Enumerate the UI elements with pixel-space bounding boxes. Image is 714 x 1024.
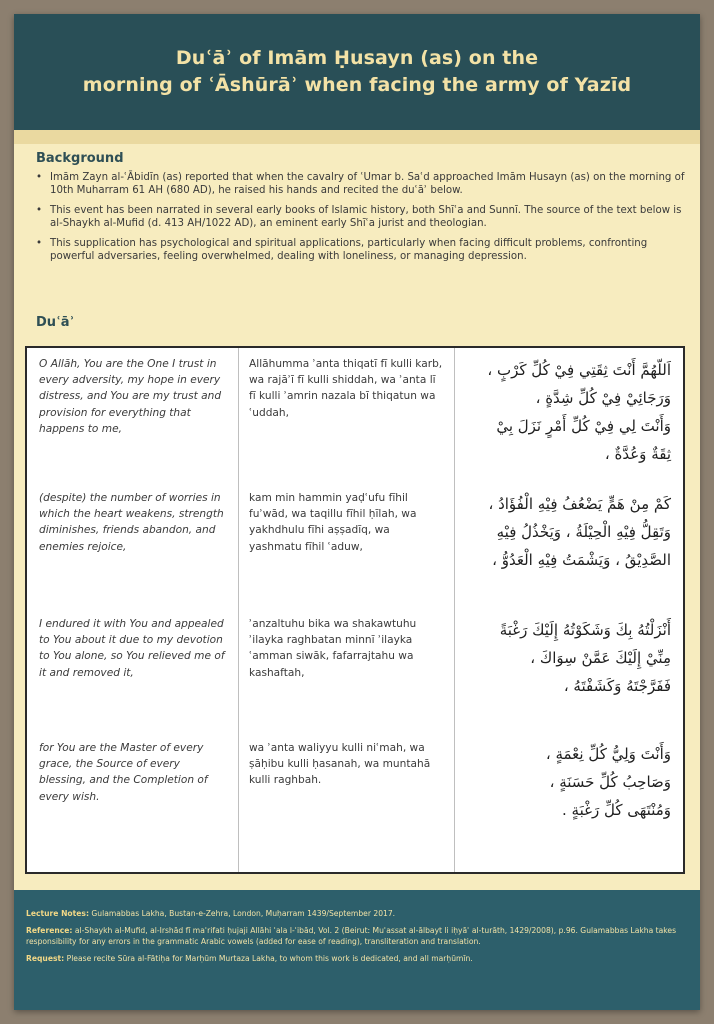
english-translation: O Allāh, You are the One I trust in every adversity, my hope in every distress, and You are my trust and provision for everything that happens to me, [27,348,239,482]
arabic-line: وَصَاحِبُ كُلِّ حَسَنَةٍ ، [549,773,671,791]
arabic-line: فَفَرَّجْتَهُ وَكَشَفْتَهُ ، [563,677,671,695]
header-divider [14,130,700,144]
request [26,953,684,964]
arabic-text [455,732,683,872]
transliteration: ʾanzaltuhu bika wa shakawtuhu ʾilayka raghbatan minnī ʾilayka ʿamman siwāk, fafarrajtahu wa kashaftah, [239,608,455,732]
arabic-line: وَتَقِلُّ فِيْهِ الْحِيْلَةُ ، وَيَخْذُلُ فِيْهِ [496,523,671,541]
title-banner [14,14,700,130]
arabic-line: ثِقَةٌ وَعُدَّةٌ ، [604,445,671,463]
arabic-text [455,348,683,482]
transliteration: Allāhumma ʾanta thiqatī fī kulli karb, wa rajāʾī fī kulli shiddah, wa ʾanta lī fī kulli ʾamrin nazala bī thiqatun wa ʿuddah, [239,348,455,482]
arabic-line: مِنِّيْ إِلَيْكَ عَمَّنْ سِوَاكَ ، [530,649,671,667]
request-text: Please recite Sūra al-Fātiḥa for Marḥūm Murtaza Lakha, to whom this work is dedicated, and all marḥūmīn. [66,954,473,963]
english-translation: I endured it with You and appealed to You about it due to my devotion to You alone, so You relieved me of it and removed it, [27,608,239,732]
background-list [34,171,686,269]
arabic-text [455,608,683,732]
footer-notes [14,890,700,1010]
english-translation: for You are the Master of every grace, the Source of every blessing, and the Completion of every wish. [27,732,239,872]
english-translation: (despite) the number of worries in which the heart weakens, strength diminishes, friends abandon, and enemies rejoice, [27,482,239,608]
background-bullet: • Imām Zayn al-ʿĀbidīn (as) reported that when the cavalry of ʿUmar b. Saʿd approached Imām Husayn (as) on the morning of 10th Muharram 61 AH (680 AD), he raised his hands and recited the duʿāʾ below. [34,171,686,198]
reference-text: al-Shaykh al-Mufid, al-Irshād fī maʿrifati ḥujaji Allāhi ʿala l-ʿibād, Vol. 2 (Beirut: Muʾassat al-ālbayt li iḥyāʾ al-turāth, 1429/2008), p.96. Gulamabbas Lakha takes responsibility for any errors in the grammatic Arabic vowels (added for ease of reading), transliteration and translation. [26,926,677,946]
dua-table [25,346,685,874]
arabic-line: وَأَنْتَ لِي فِيْ كُلِّ أَمْرٍ نَزَلَ بِيْ [496,417,671,435]
arabic-line: وَأَنْتَ وَلِيُّ كُلِّ نِعْمَةٍ ، [545,745,671,763]
transliteration: kam min hammin yaḍʿufu fīhil fuʾwād, wa taqillu fīhil ḥīlah, wa yakhdhulu fīhi aṣṣadīq, wa yashmatu fīhil ʿaduw, [239,482,455,608]
background-bullet: • This event has been narrated in several early books of Islamic history, both Shīʿa and Sunnī. The source of the text below is al-Shaykh al-Mufid (d. 413 AH/1022 AD), an eminent early Shīʿa jurist and theologian. [34,204,686,231]
background-heading: Background [36,151,124,166]
arabic-line: أَنْزَلْتُهُ بِكَ وَشَكَوْتُهُ إِلَيْكَ رَغْبَةً [499,621,671,639]
title-line-1: Duʿāʾ of Imām Ḥusayn (as) on the [175,47,539,69]
arabic-line: وَرَجَائِيْ فِيْ كُلِّ شِدَّةٍ ، [535,389,671,407]
transliteration: wa ʾanta waliyyu kulli niʿmah, wa ṣāḥibu kulli ḥasanah, wa muntahā kulli raghbah. [239,732,455,872]
dua-card [14,14,700,1010]
arabic-line: كَمْ مِنْ هَمٍّ يَضْعُفُ فِيْهِ الْفُؤَادُ ، [488,495,671,513]
lecture-notes [26,908,684,919]
reference-label: Reference: [26,926,73,935]
background-bullet: • This supplication has psychological and spiritual applications, particularly when facing difficult problems, confronting powerful adversaries, feeling overwhelmed, dealing with loneliness, or managing depression. [34,237,686,264]
reference [26,925,684,947]
arabic-line: الصَّدِيْقُ ، وَيَشْمَتُ فِيْهِ الْعَدُوُّ ، [492,551,671,569]
lecture-notes-label: Lecture Notes: [26,909,89,918]
arabic-line: اَللّهُمَّ أَنْتَ ثِقَتِي فِيْ كُلِّ كَرْبٍ ، [487,361,671,379]
arabic-line: وَمُنْتَهَى كُلِّ رَغْبَةٍ . [562,801,671,819]
lecture-notes-text: Gulamabbas Lakha, Bustan-e-Zehra, London, Muḥarram 1439/September 2017. [91,909,396,918]
title-line-2: morning of ʿĀshūrāʾ when facing the army of Yazīd [82,74,632,96]
request-label: Request: [26,954,65,963]
dua-heading: Duʿāʾ [36,315,75,330]
arabic-text [455,482,683,608]
